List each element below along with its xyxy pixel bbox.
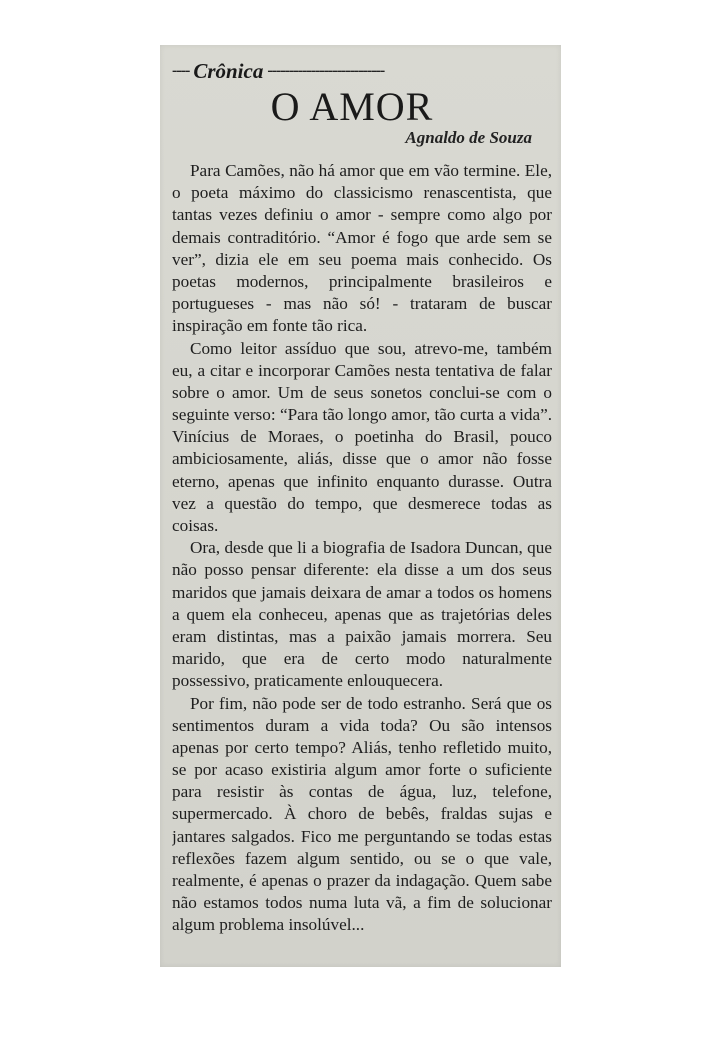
paragraph-line: sentimentos duram a vida toda? Ou são intensos xyxy=(172,715,552,735)
paragraph-line: ver”, dizia ele em seu poema mais conhecido. Os xyxy=(172,249,552,269)
section-header xyxy=(172,59,552,83)
paragraph-line: poetas modernos, principalmente brasileiros e xyxy=(172,271,552,291)
paragraph-line: marido, que era de certo modo naturalmente xyxy=(172,649,552,669)
paragraph-line: Para Camões, não há amor que em vão termine. Ele, xyxy=(190,161,552,180)
paragraph-line: se por acaso existiria algum amor forte o suficiente xyxy=(172,760,552,780)
paragraph-line: não posso pensar diferente: ela disse a um dos seus xyxy=(172,560,552,580)
paragraph-line: apenas por certo tempo? Aliás, tenho refletido muito, xyxy=(172,737,552,757)
article-paragraph xyxy=(172,160,552,338)
paragraph-line: algum problema insolúvel... xyxy=(172,915,365,935)
article-paragraph xyxy=(172,338,552,538)
paragraph-line: Por fim, não pode ser de todo estranho. Será que os xyxy=(190,693,552,713)
paragraph-line: tantas vezes definiu o amor - sempre como algo por xyxy=(172,205,552,225)
paragraph-line: para resistir às contas de água, luz, telefone, xyxy=(172,782,552,802)
paragraph-line: sobre o amor. Um de seus sonetos conclui-se com o xyxy=(172,382,552,402)
newspaper-clipping xyxy=(160,45,561,967)
paragraph-line: Como leitor assíduo que sou, atrevo-me, também xyxy=(190,338,552,358)
paragraph-line: possessivo, praticamente enlouquecera. xyxy=(172,671,444,691)
paragraph-line: ambiciosamente, aliás, disse que o amor não fosse xyxy=(172,449,552,469)
paragraph-line: vez a questão do tempo, que desmerece todas as xyxy=(172,493,552,513)
paragraph-line: Vinícius de Moraes, o poetinha do Brasil, pouco xyxy=(172,427,552,447)
paragraph-line: reflexões fazem algum sentido, ou se o que vale, xyxy=(172,848,552,868)
article-paragraph xyxy=(172,537,552,692)
paragraph-line: eu, a citar e incorporar Camões nesta tentativa de falar xyxy=(172,360,552,380)
paragraph-line: supermercado. À choro de bebês, fraldas sujas e xyxy=(172,804,552,824)
paragraph-line: a quem ela conheceu, apenas que as trajetórias deles xyxy=(172,604,552,624)
paragraph-line: seguinte verso: “Para tão longo amor, tão curta a vida”. xyxy=(172,405,552,425)
paragraph-line: eram distintas, mas a paixão jamais morrera. Seu xyxy=(172,626,552,646)
paragraph-line: o poeta máximo do classicismo renascentista, que xyxy=(172,183,552,203)
section-rule-right: --------------------------- xyxy=(267,62,385,79)
paragraph-line: maridos que jamais deixara de amar a todos os homens xyxy=(172,582,552,602)
paragraph-line: coisas. xyxy=(172,516,219,535)
article-paragraph xyxy=(172,693,552,937)
paragraph-line: inspiração em fonte tão rica. xyxy=(172,316,368,336)
section-rule-left: ---- xyxy=(172,62,190,79)
paragraph-line: portugueses - mas não só! - trataram de buscar xyxy=(172,294,552,314)
paragraph-line: eterno, apenas que infinito enquanto durasse. Outra xyxy=(172,471,552,491)
paragraph-line: não estamos todos numa luta vã, a fim de solucionar xyxy=(172,893,552,913)
paragraph-line: Ora, desde que li a biografia de Isadora Duncan, que xyxy=(190,538,552,558)
article-column xyxy=(172,45,552,937)
paragraph-line: realmente, é apenas o prazer da indagação. Quem sabe xyxy=(172,871,552,890)
article-author: Agnaldo de Souza xyxy=(405,128,532,147)
paragraph-line: jantares salgados. Fico me perguntando se todas estas xyxy=(172,826,552,846)
paragraph-line: demais contraditório. “Amor é fogo que arde sem se xyxy=(172,227,552,247)
article-headline: O AMOR xyxy=(270,84,434,129)
section-label: Crônica xyxy=(193,58,264,83)
article-body xyxy=(172,160,552,937)
